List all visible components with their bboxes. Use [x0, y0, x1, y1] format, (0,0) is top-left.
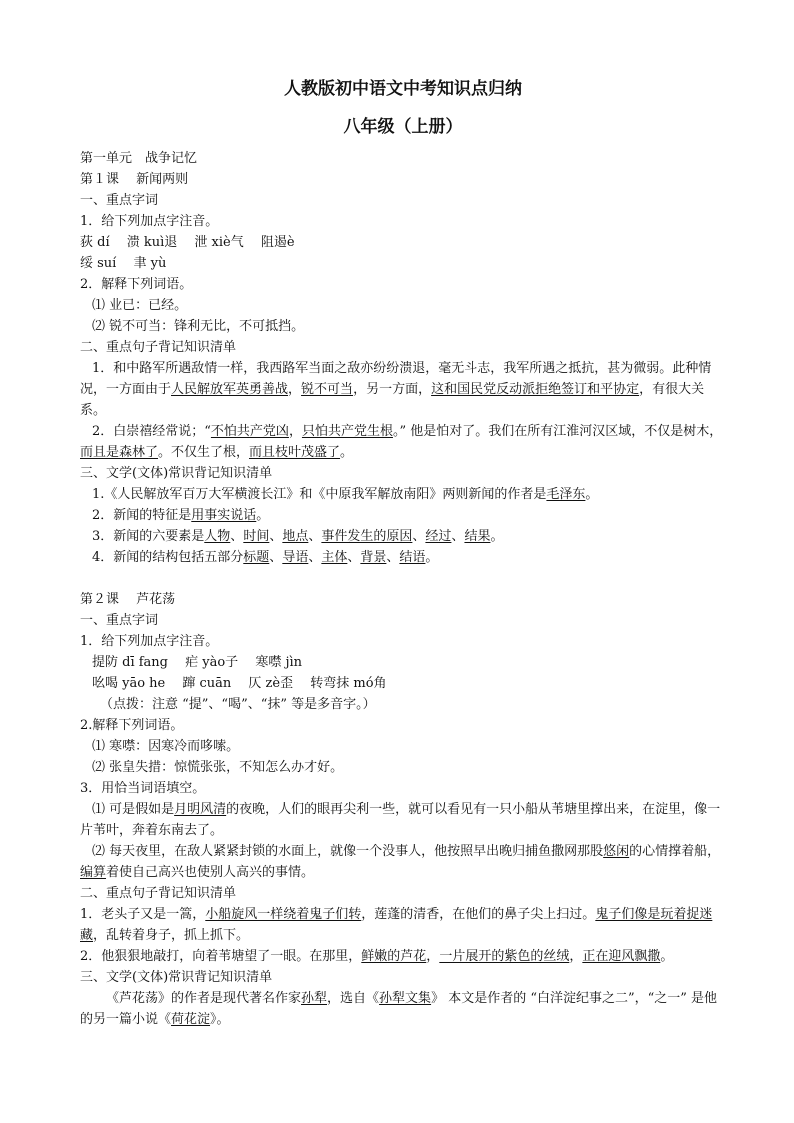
key-sentence-paragraph: [80, 358, 726, 421]
section-heading: 一、重点字词: [80, 613, 159, 628]
text-run: 、: [308, 550, 322, 565]
underlined-text: 时间: [243, 529, 270, 544]
underlined-text: 结果: [464, 529, 491, 544]
definition: ⑴ 业已：已经。: [92, 298, 188, 313]
lesson-heading: 第２课 芦花荡: [80, 592, 176, 607]
lesson-heading: 第１课 新闻两则: [80, 172, 189, 187]
text-run: 、: [347, 550, 361, 565]
question: 1．给下列加点字注音。: [80, 214, 219, 229]
underlined-text: 孙犁: [301, 991, 328, 1006]
underlined-text: 导语: [282, 550, 309, 565]
key-sentence-paragraph: [80, 904, 726, 946]
text-run: ，有很大关系。: [80, 382, 705, 418]
underlined-text: 月明风清: [174, 802, 227, 817]
pinyin-line: 绥 suí 聿 yù: [80, 256, 167, 271]
question: 1．给下列加点字注音。: [80, 634, 219, 649]
pinyin-line: 提防 dī fang 疟 yào子 寒噤 jìn: [92, 655, 303, 670]
text-run: 。: [256, 508, 270, 523]
section-heading: 三、文学(文体)常识背记知识清单: [80, 970, 273, 985]
underlined-text: 毛泽东: [546, 487, 586, 502]
definition: ⑴ 寒噤：因寒冷而哆嗦。: [92, 739, 240, 754]
document-subtitle: 八年级（上册）: [343, 117, 463, 137]
text-run: 、: [269, 529, 283, 544]
text-run: 1.《人民解放军百万大军横渡长江》和《中原我军解放南阳》两则新闻的作者是: [92, 487, 547, 502]
text-run: 、: [386, 550, 400, 565]
text-run: 。: [490, 529, 504, 544]
underlined-text: 正在迎风飘撒: [582, 949, 661, 964]
underlined-text: 鬼子们像是玩着捉迷藏: [80, 907, 713, 943]
fill-in-paragraph: [80, 799, 726, 841]
document-title: 人教版初中语文中考知识点归纳: [284, 79, 522, 99]
pinyin-line: 吆喝 yāo he 蹿 cuān 仄 zè歪 转弯抹 mó角: [92, 676, 387, 691]
knowledge-item: [80, 547, 726, 568]
text-run: 。” 他是怕对了。我们在所有江淮河汉区域，不仅是树木，: [392, 424, 723, 439]
text-run: 》 本文是作者的 “白洋淀纪事之二”，“之一” 是他的另一篇小说《: [80, 991, 718, 1027]
text-run: 3．新闻的六要素是: [92, 529, 205, 544]
key-sentence-paragraph: [80, 421, 726, 463]
key-sentence-paragraph: [80, 946, 726, 967]
section-heading: 三、文学(文体)常识背记知识清单: [80, 466, 273, 481]
knowledge-paragraph: [80, 988, 726, 1030]
underlined-text: 而且枝叶茂盛了: [249, 445, 341, 460]
text-run: ，莲蓬的清香，在他们的鼻子尖上扫过。: [361, 907, 596, 922]
underlined-text: 不怕共产党凶: [210, 424, 289, 439]
text-run: 》。: [210, 1012, 230, 1027]
question: 2．解释下列词语。: [80, 277, 193, 292]
text-run: 。: [660, 949, 674, 964]
underlined-text: 只怕共产党生根: [301, 424, 393, 439]
underlined-text: 主体: [321, 550, 348, 565]
text-run: 、: [308, 529, 322, 544]
text-run: 。: [340, 445, 354, 460]
text-run: 的夜晚，人们的眼再尖利一些，就可以看见有一只小船从苇塘里撑出来，在淀里，像一片苇叶，奔着东南去了。: [80, 802, 721, 838]
underlined-text: 荷花淀: [171, 1012, 211, 1027]
text-run: ，乱转着身子，抓上抓下。: [93, 928, 250, 943]
knowledge-item: [80, 505, 726, 526]
text-run: 的心情撑着船，: [629, 844, 721, 859]
section-heading: 一、重点字词: [80, 193, 159, 208]
text-run: 1．老头子又是一篙，: [80, 907, 206, 922]
text-run: 、: [451, 529, 465, 544]
knowledge-item: [80, 526, 726, 547]
pinyin-line: 荻 dí 溃 kuì退 泄 xiè气 阻遏è: [80, 235, 295, 250]
text-run: ⑴ 可是假如是: [92, 802, 175, 817]
text-run: 。不仅生了根，: [158, 445, 250, 460]
text-run: ，另一方面，: [353, 382, 432, 397]
section-heading: 二、重点句子背记知识清单: [80, 340, 237, 355]
text-run: ⑵ 每天夜里，在敌人紧紧封锁的水面上，就像一个没事人，他按照早出晚归捕鱼撒网那股: [92, 844, 604, 859]
section-heading: 二、重点句子背记知识清单: [80, 886, 237, 901]
underlined-text: 标题: [243, 550, 270, 565]
definition: ⑵ 锐不可当：锋利无比，不可抵挡。: [92, 319, 305, 334]
underlined-text: 地点: [282, 529, 309, 544]
fill-in-paragraph: [80, 841, 726, 883]
underlined-text: 编算: [80, 865, 107, 880]
text-run: ，: [288, 424, 302, 439]
underlined-text: 悠闲: [603, 844, 630, 859]
underlined-text: 小船旋风一样绕着鬼子们转: [205, 907, 362, 922]
underlined-text: 结语: [399, 550, 426, 565]
definition: ⑵ 张皇失措：惊慌张张，不知怎么办才好。: [92, 760, 344, 775]
question: 3．用恰当词语填空。: [80, 781, 206, 796]
underlined-text: 背景: [360, 550, 387, 565]
text-run: ，: [288, 382, 302, 397]
underlined-text: 孙犁文集: [379, 991, 432, 1006]
text-run: 、: [412, 529, 426, 544]
note: （点拨：注意 “提”、“喝”、“抹” 等是多音字。）: [100, 697, 376, 712]
text-run: 2．新闻的特征是: [92, 508, 192, 523]
underlined-text: 事件发生的原因: [321, 529, 413, 544]
underlined-text: 而且是森林了: [80, 445, 159, 460]
underlined-text: 经过: [425, 529, 452, 544]
text-run: 、: [269, 550, 283, 565]
unit-heading: 第一单元 战争记忆: [80, 151, 198, 166]
underlined-text: 人民解放军英勇善战: [171, 382, 289, 397]
underlined-text: 用事实说话: [191, 508, 257, 523]
underlined-text: 这和国民党反动派拒绝签订和平协定: [431, 382, 640, 397]
underlined-text: 一片展开的紫色的丝绒: [439, 949, 570, 964]
text-run: 4．新闻的结构包括五部分: [92, 550, 244, 565]
spacer: [80, 568, 726, 589]
underlined-text: 人物: [204, 529, 231, 544]
knowledge-item: [80, 484, 726, 505]
text-run: ，: [426, 949, 440, 964]
text-run: 《芦花荡》的作者是现代著名作家: [106, 991, 302, 1006]
text-run: 2．他狠狠地敲打，向着苇塘望了一眼。在那里，: [80, 949, 362, 964]
text-run: 2．白崇禧经常说；“: [92, 424, 211, 439]
underlined-text: 锐不可当: [301, 382, 354, 397]
text-run: 1．和中路军所遇敌情一样，我西路军当面之敌亦纷纷溃退，毫无斗志，我军所遇之抵抗，甚为微弱。此种情况，一方面由于: [80, 361, 712, 397]
document-page: [80, 78, 726, 1030]
question: 2.解释下列词语。: [80, 718, 184, 733]
text-run: 。: [585, 487, 599, 502]
text-run: 、: [230, 529, 244, 544]
text-run: 。: [425, 550, 439, 565]
text-run: ，选自《: [327, 991, 380, 1006]
text-run: ，: [569, 949, 583, 964]
underlined-text: 鲜嫩的芦花: [361, 949, 427, 964]
text-run: 着使自己高兴也使别人高兴的事情。: [106, 865, 315, 880]
